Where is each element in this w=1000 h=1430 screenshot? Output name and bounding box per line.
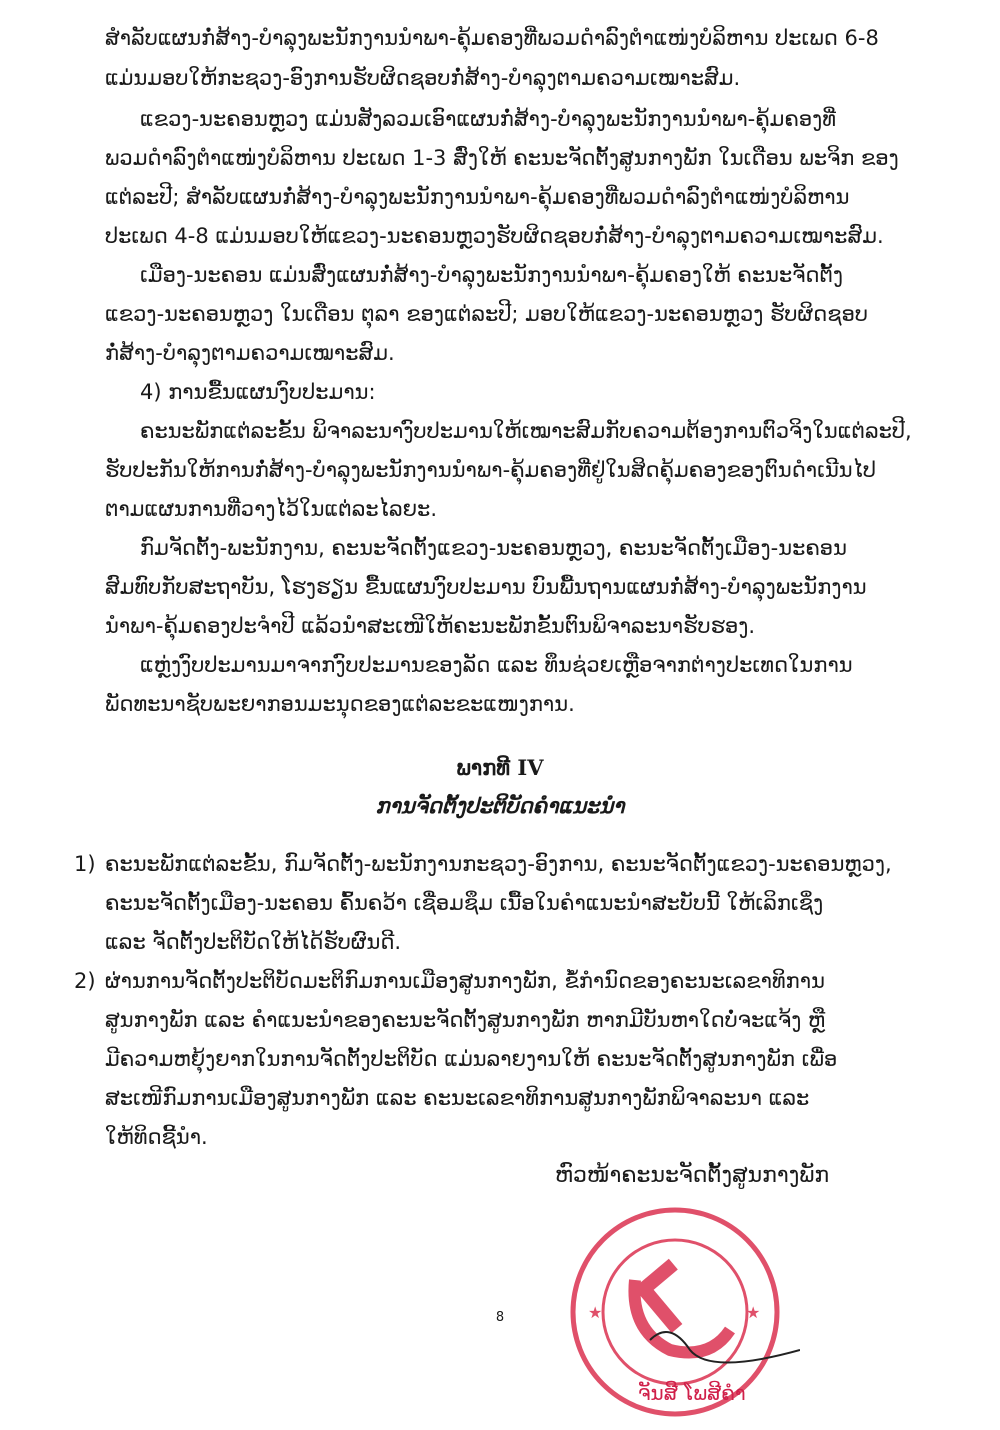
svg-text:★: ★: [746, 1303, 761, 1322]
page-number: 8: [495, 1310, 505, 1325]
paragraph-line: ແຕ່ລະປີ; ສຳລັບແຜນກໍ່ສ້າງ-ບຳລຸງພະນັກງານນຳພາ-ຄຸ້ມຄອງທີ່ພວມດຳລົງຕຳແໜ່ງບໍລິຫານ: [105, 185, 850, 209]
paragraph-line: ນຳພາ-ຄຸ້ມຄອງປະຈຳປີ ແລ້ວນຳສະເໜີໃຫ້ຄະນະພັກຂັ້ນຕົນພິຈາລະນາຮັບຮອງ.: [105, 614, 756, 638]
part-number: ພາກທີ IV: [456, 755, 544, 780]
list-item-number: 1): [74, 852, 96, 876]
paragraph-line: ແຂວງ-ນະຄອນຫຼວງ ໃນເດືອນ ຕຸລາ ຂອງແຕ່ລະປີ; ມອບໃຫ້ແຂວງ-ນະຄອນຫຼວງ ຮັບຜິດຊອບ: [105, 302, 869, 326]
paragraph-line: ຕາມແຜນການທີ່ວາງໄວ້ໃນແຕ່ລະໄລຍະ.: [105, 497, 437, 521]
paragraph-line: ຮັບປະກັນໃຫ້ການກໍ່ສ້າງ-ບຳລຸງພະນັກງານນຳພາ-ຄຸ້ມຄອງທີ່ຢູ່ໃນສິດຄຸ້ມຄອງຂອງຕົນດຳເນີນໄປ: [105, 458, 877, 482]
list-item-line: ໃຫ້ທິດຊີ້ນຳ.: [105, 1125, 208, 1149]
signatory-name: ຈັນສີ ໂພສີຄຳ: [638, 1381, 746, 1405]
list-item-line: ມີຄວາມຫຍຸ້ງຍາກໃນການຈັດຕັ້ງປະຕິບັດ ແມ່ນລາຍງານໃຫ້ ຄະນະຈັດຕັ້ງສູນກາງພັກ ເພື່ອ: [105, 1047, 838, 1071]
signatory-title: ຫົວໜ້າຄະນະຈັດຕັ້ງສູນກາງພັກ: [555, 1163, 830, 1188]
paragraph-line: ແມ່ນມອບໃຫ້ກະຊວງ-ອົງການຮັບຜິດຊອບກໍ່ສ້າງ-ບຳລຸງຕາມຄວາມເໝາະສົມ.: [105, 66, 741, 90]
paragraph-line: ສົມທົບກັບສະຖາບັນ, ໂຮງຮຽນ ຂື້ນແຜນງົບປະມານ ບົນພື້ນຖານແຜນກໍ່ສ້າງ-ບຳລຸງພະນັກງານ: [105, 575, 867, 599]
paragraph-line: ພວມດຳລົງຕຳແໜ່ງບໍລິຫານ ປະເພດ 1-3 ສົ່ງໃຫ້ ຄະນະຈັດຕັ້ງສູນກາງພັກ ໃນເດືອນ ພະຈິກ ຂອງ: [105, 146, 899, 170]
list-item-line: ຜ່ານການຈັດຕັ້ງປະຕິບັດມະຕິກົມການເມືອງສູນກາງພັກ, ຂໍ້ກຳນົດຂອງຄະນະເລຂາທິການ: [105, 969, 825, 993]
paragraph-line: ພັດທະນາຊັບພະຍາກອນມະນຸດຂອງແຕ່ລະຂະແໜງການ.: [105, 692, 575, 716]
list-item-line: ສະເໜີກົມການເມືອງສູນກາງພັກ ແລະ ຄະນະເລຂາທິການສູນກາງພັກພິຈາລະນາ ແລະ: [105, 1086, 810, 1110]
paragraph-line: ປະເພດ 4-8 ແມ່ນມອບໃຫ້ແຂວງ-ນະຄອນຫຼວງຮັບຜິດຊອບກໍ່ສ້າງ-ບຳລຸງຕາມຄວາມເໝາະສົມ.: [105, 224, 884, 248]
paragraph-line: ກໍ່ສ້າງ-ບຳລຸງຕາມຄວາມເໝາະສົມ.: [105, 341, 395, 365]
paragraph-line: ແຂວງ-ນະຄອນຫຼວງ ແມ່ນສັງລວມເອົາແຜນກໍ່ສ້າງ-ບຳລຸງພະນັກງານນຳພາ-ຄຸ້ມຄອງທີ່: [140, 107, 837, 131]
part-title: ການຈັດຕັ້ງປະຕິບັດຄຳແນະນຳ: [375, 793, 625, 818]
paragraph-line: ແຫຼ່ງງົບປະມານມາຈາກງົບປະມານຂອງລັດ ແລະ ທຶນຊ່ວຍເຫຼືອຈາກຕ່າງປະເທດໃນການ: [140, 653, 853, 677]
list-item-number: 2): [74, 969, 96, 993]
list-item-line: ຄະນະພັກແຕ່ລະຂັ້ນ, ກົມຈັດຕັ້ງ-ພະນັກງານກະຊວງ-ອົງການ, ຄະນະຈັດຕັ້ງແຂວງ-ນະຄອນຫຼວງ,: [105, 852, 892, 876]
paragraph-line: ສຳລັບແຜນກໍ່ສ້າງ-ບຳລຸງພະນັກງານນຳພາ-ຄຸ້ມຄອງທີ່ພວມດຳລົງຕຳແໜ່ງບໍລິຫານ ປະເພດ 6-8: [105, 26, 879, 50]
paragraph-line: ເມືອງ-ນະຄອນ ແມ່ນສົ່ງແຜນກໍ່ສ້າງ-ບຳລຸງພະນັກງານນຳພາ-ຄຸ້ມຄອງໃຫ້ ຄະນະຈັດຕັ້ງ: [140, 263, 844, 287]
list-item-line: ສູນກາງພັກ ແລະ ຄຳແນະນຳຂອງຄະນະຈັດຕັ້ງສູນກາງພັກ ຫາກມີບັນຫາໃດບໍ່ຈະແຈ້ງ ຫຼື: [105, 1008, 826, 1032]
section-heading: 4) ການຂື້ນແຜນງົບປະມານ:: [140, 380, 376, 404]
list-item-line: ຄະນະຈັດຕັ້ງເມືອງ-ນະຄອນ ຄົ້ນຄວ້າ ເຊື່ອມຊຶມ ເນື້ອໃນຄຳແນະນຳສະບັບນີ້ ໃຫ້ເລິກເຊິ່ງ: [105, 891, 824, 915]
paragraph-line: ຄະນະພັກແຕ່ລະຂັ້ນ ພິຈາລະນາງົບປະມານໃຫ້ເໝາະສົມກັບຄວາມຕ້ອງການຕົວຈິງໃນແຕ່ລະປີ,: [140, 419, 912, 443]
paragraph-line: ກົມຈັດຕັ້ງ-ພະນັກງານ, ຄະນະຈັດຕັ້ງແຂວງ-ນະຄອນຫຼວງ, ຄະນະຈັດຕັ້ງເມືອງ-ນະຄອນ: [140, 536, 847, 560]
svg-text:★: ★: [588, 1303, 603, 1322]
list-item-line: ແລະ ຈັດຕັ້ງປະຕິບັດໃຫ້ໄດ້ຮັບຜົນດີ.: [105, 930, 402, 954]
